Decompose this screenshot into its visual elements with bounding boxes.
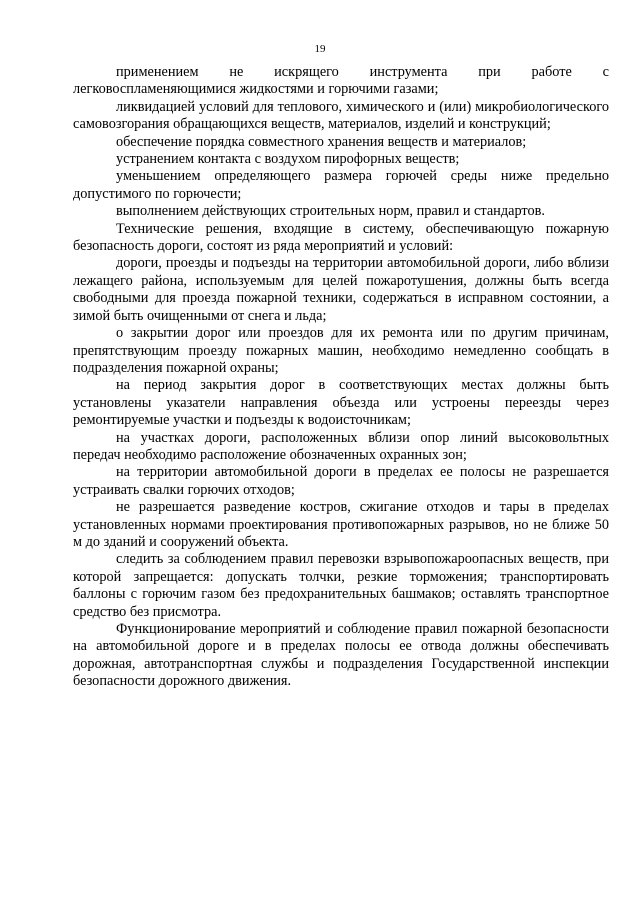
body-text: [73, 64, 609, 691]
paragraph: Функционирование мероприятий и соблюдение правил пожарной безопасности на автомобильной дороге и в пределах полосы ее отвода должны обеспечивать дорожная, автотранспортная службы и подразделения Государственной инспекции безопасности дорожного движения.: [73, 621, 609, 690]
paragraph: на территории автомобильной дороги в пределах ее полосы не разрешается устраивать свалки горючих отходов;: [73, 464, 609, 498]
paragraph: о закрытии дорог или проездов для их ремонта или по другим причинам, препятствующим проезду пожарных машин, необходимо немедленно сообщать в подразделения пожарной охраны;: [73, 325, 609, 376]
paragraph: дороги, проезды и подъезды на территории автомобильной дороги, либо вблизи лежащего района, используемым для целей пожаротушения, должны быть всегда свободными для проезда пожарной техники, содержаться в исправном состоянии, а зимой быть очищенными от снега и льда;: [73, 255, 609, 324]
paragraph: Технические решения, входящие в систему, обеспечивающую пожарную безопасность дороги, состоят из ряда мероприятий и условий:: [73, 220, 609, 255]
paragraph: не разрешается разведение костров, сжигание отходов и тары в пределах установленных нормами проектирования противопожарных разрывов, но не ближе 50 м до зданий и сооружений объекта.: [73, 499, 609, 550]
paragraph: обеспечение порядка совместного хранения веществ и материалов;: [116, 133, 527, 150]
paragraph: на участках дороги, расположенных вблизи опор линий высоковольтных передач необходимо расположение обозначенных охранных зон;: [73, 429, 609, 463]
paragraph: устранением контакта с воздухом пирофорных веществ;: [116, 151, 460, 168]
paragraph: выполнением действующих строительных норм, правил и стандартов.: [116, 203, 545, 220]
paragraph: ликвидацией условий для теплового, химического и (или) микробиологического самовозгорания обращающихся веществ, материалов, изделий и конструкций;: [73, 98, 609, 133]
paragraph: на период закрытия дорог в соответствующих местах должны быть установлены указатели направления объезда или устроены переезды через ремонтируемые участки и подъезды к водоисточникам;: [73, 377, 609, 429]
page-number: 19: [314, 43, 326, 55]
paragraph: следить за соблюдением правил перевозки взрывопожароопасных веществ, при которой запрещается: допускать толчки, резкие торможения; транспортировать баллоны с горючим газом без предохранительных башмаков; оставлять транспортное средство без присмотра.: [73, 551, 609, 620]
paragraph: уменьшением определяющего размера горючей среды ниже предельно допустимого по горючести;: [73, 168, 609, 202]
paragraph: применением не искрящего инструмента при работе с легковоспламеняющимися жидкостями и горючими газами;: [73, 64, 609, 98]
